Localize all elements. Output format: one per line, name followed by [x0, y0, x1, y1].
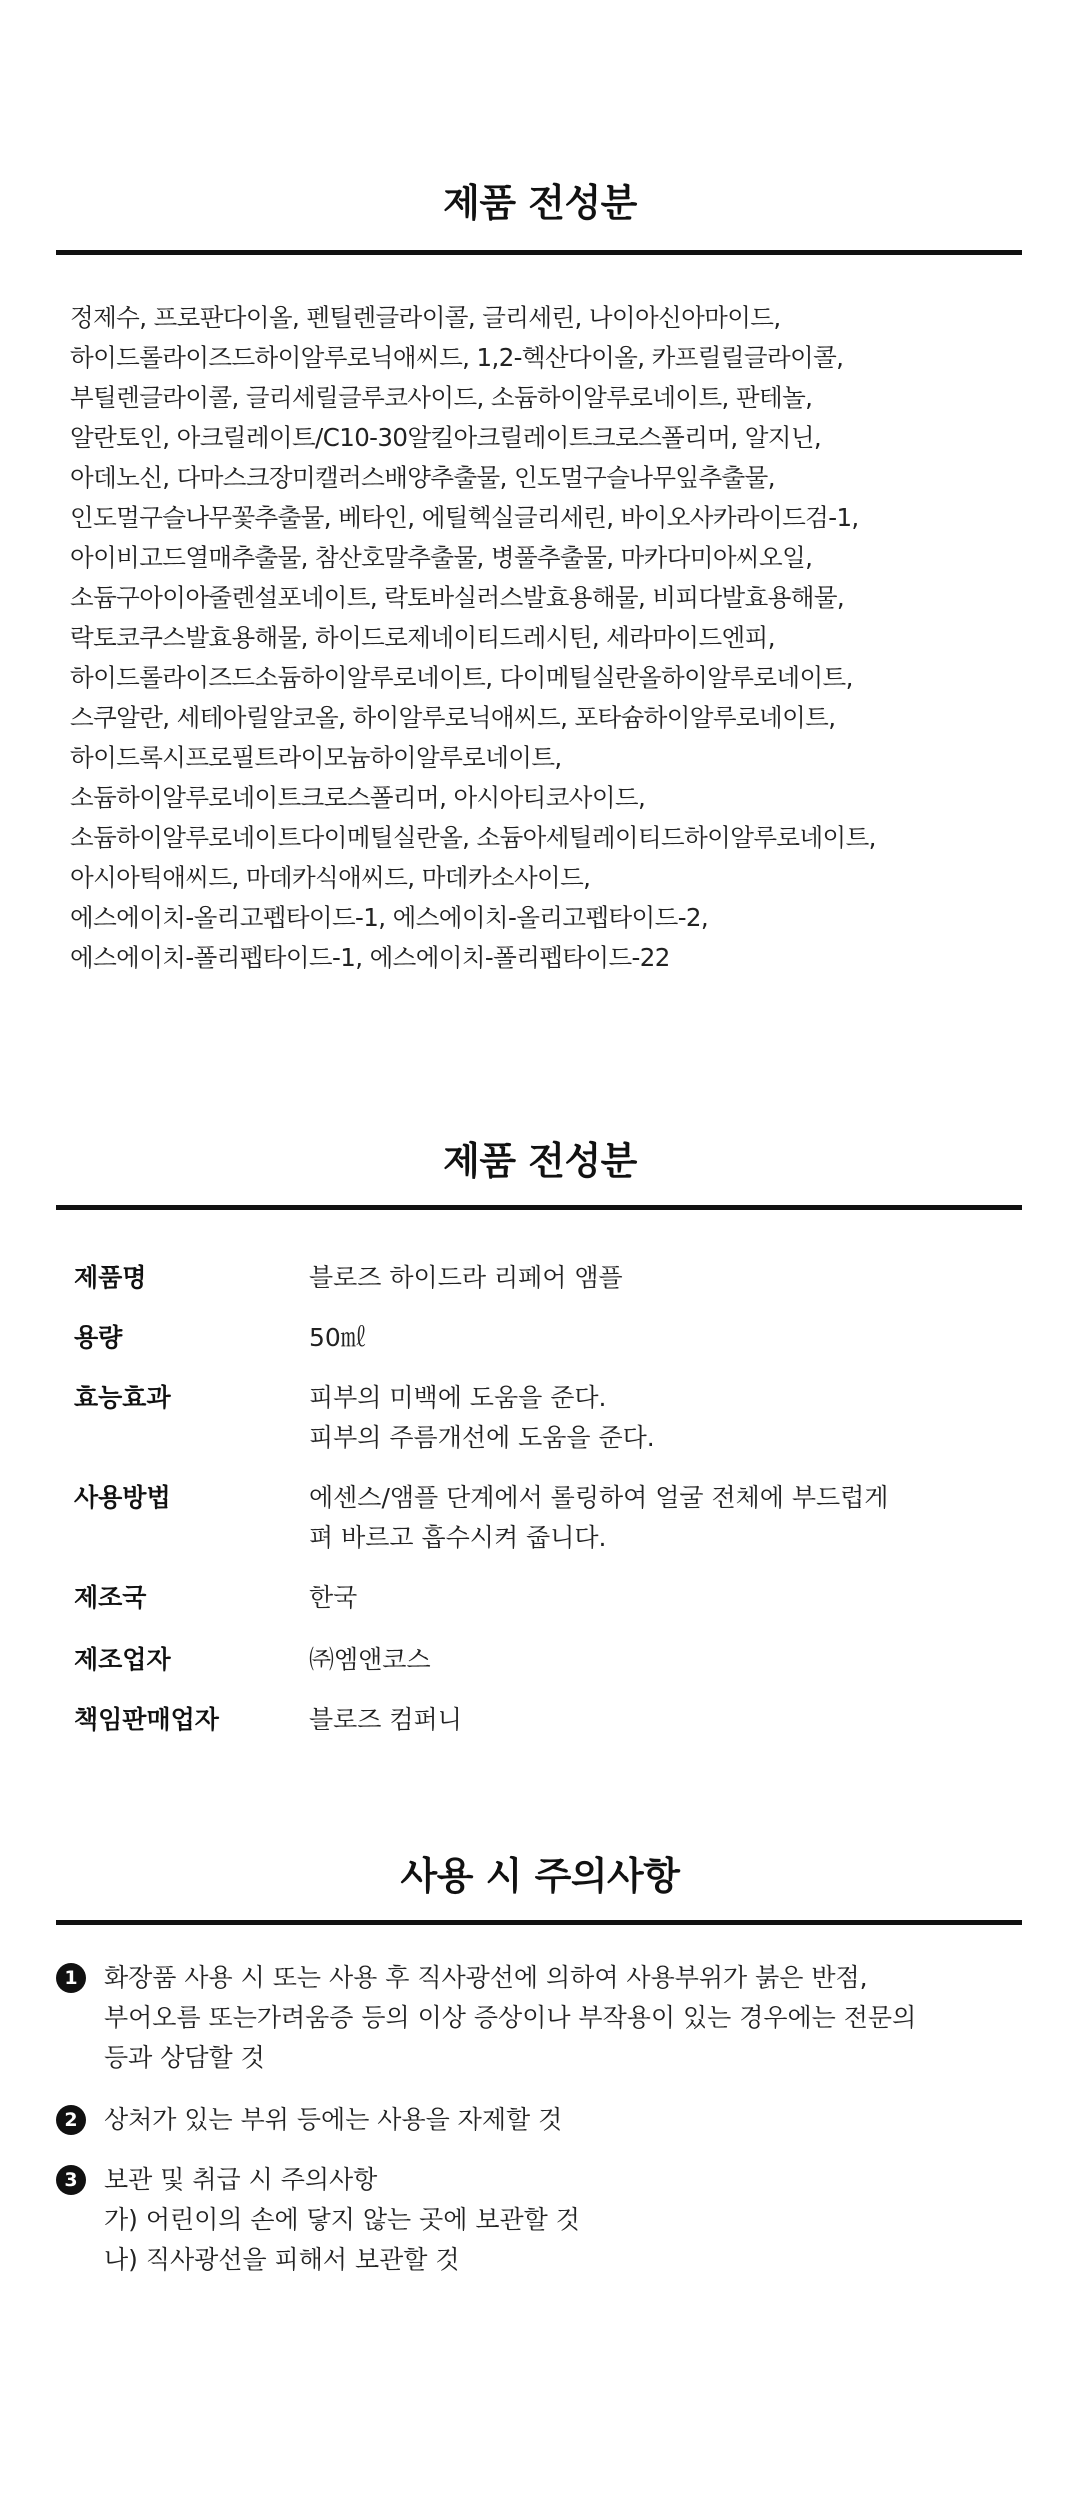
ingredients-line: 하이드록시프로필트라이모늄하이알루로네이트, — [70, 743, 562, 772]
ingredients-list — [70, 298, 1030, 978]
ingredients-line: 하이드롤라이즈드소듐하이알루로네이트, 다이메틸실란올하이알루로네이트, — [70, 663, 853, 692]
info-value-line: 블로즈 하이드라 리페어 앰플 — [309, 1263, 623, 1292]
info-value — [309, 1258, 623, 1298]
info-label: 책임판매업자 — [74, 1705, 219, 1734]
info-value — [309, 1700, 462, 1740]
info-value-line: 한국 — [309, 1583, 358, 1612]
info-label: 효능효과 — [74, 1383, 171, 1412]
caution-line: 나) 직사광선을 피해서 보관할 것 — [104, 2245, 460, 2274]
ingredients-line: 소듐구아이아줄렌설포네이트, 락토바실러스발효용해물, 비피다발효용해물, — [70, 583, 845, 612]
caution-line: 등과 상담할 것 — [104, 2043, 265, 2072]
ingredients-line: 아데노신, 다마스크장미캘러스배양추출물, 인도멀구슬나무잎추출물, — [70, 463, 775, 492]
number-badge-icon: 1 — [56, 1963, 86, 1993]
ingredients-line: 인도멀구슬나무꽃추출물, 베타인, 에틸헥실글리세린, 바이오사카라이드검-1, — [70, 503, 859, 532]
ingredients-line: 하이드롤라이즈드하이알루로닉애씨드, 1,2-헥산다이올, 카프릴릴글라이콜, — [70, 343, 844, 372]
number-badge-icon: 2 — [56, 2105, 86, 2135]
caution-line: 화장품 사용 시 또는 사용 후 직사광선에 의하여 사용부위가 붉은 반점, — [104, 1963, 868, 1992]
info-label: 제조업자 — [74, 1645, 171, 1674]
info-value-line: 블로즈 컴퍼니 — [309, 1705, 462, 1734]
info-value-line: 펴 바르고 흡수시켜 줍니다. — [309, 1523, 607, 1552]
info-value-line: 50㎖ — [309, 1323, 366, 1352]
number-badge-icon: 3 — [56, 2165, 86, 2195]
info-value-line: 피부의 미백에 도움을 준다. — [309, 1383, 607, 1412]
info-value-line: 에센스/앰플 단계에서 롤링하여 얼굴 전체에 부드럽게 — [309, 1483, 889, 1512]
info-value — [309, 1318, 366, 1358]
caution-line: 상처가 있는 부위 등에는 사용을 자제할 것 — [104, 2105, 563, 2134]
info-value-line: 피부의 주름개선에 도움을 준다. — [309, 1423, 655, 1452]
ingredients-title: 제품 전성분 — [443, 181, 637, 225]
cautions-divider — [56, 1920, 1022, 1925]
info-value — [309, 1378, 655, 1458]
ingredients-line: 아이비고드열매추출물, 참산호말추출물, 병풀추출물, 마카다미아씨오일, — [70, 543, 813, 572]
product-info-title: 제품 전성분 — [443, 1139, 637, 1183]
caution-line: 보관 및 취급 시 주의사항 — [104, 2165, 378, 2194]
ingredients-divider — [56, 250, 1022, 255]
info-label: 용량 — [74, 1323, 123, 1352]
ingredients-line: 아시아틱애씨드, 마데카식애씨드, 마데카소사이드, — [70, 863, 591, 892]
caution-text — [104, 2160, 580, 2280]
ingredients-line: 락토코쿠스발효용해물, 하이드로제네이티드레시틴, 세라마이드엔피, — [70, 623, 775, 652]
info-value — [309, 1640, 431, 1680]
ingredients-line: 에스에이치-폴리펩타이드-1, 에스에이치-폴리펩타이드-22 — [70, 943, 670, 972]
info-value-line: ㈜엠앤코스 — [309, 1645, 431, 1674]
info-value — [309, 1578, 357, 1618]
product-info-divider — [56, 1205, 1022, 1210]
ingredients-line: 소듐하이알루로네이트크로스폴리머, 아시아티코사이드, — [70, 783, 646, 812]
caution-text — [104, 2100, 562, 2140]
cautions-title: 사용 시 주의사항 — [400, 1854, 680, 1898]
caution-line: 부어오름 또는가려움증 등의 이상 증상이나 부작용이 있는 경우에는 전문의 — [104, 2003, 917, 2032]
ingredients-line: 알란토인, 아크릴레이트/C10-30알킬아크릴레이트크로스폴리머, 알지닌, — [70, 423, 822, 452]
caution-line: 가) 어린이의 손에 닿지 않는 곳에 보관할 것 — [104, 2205, 580, 2234]
ingredients-line: 에스에이치-올리고펩타이드-1, 에스에이치-올리고펩타이드-2, — [70, 903, 709, 932]
info-label: 사용방법 — [74, 1483, 171, 1512]
ingredients-line: 정제수, 프로판다이올, 펜틸렌글라이콜, 글리세린, 나이아신아마이드, — [70, 303, 781, 332]
info-label: 제품명 — [74, 1263, 147, 1292]
ingredients-line: 스쿠알란, 세테아릴알코올, 하이알루로닉애씨드, 포타슘하이알루로네이트, — [70, 703, 836, 732]
info-label: 제조국 — [74, 1583, 147, 1612]
caution-text — [104, 1958, 916, 2078]
ingredients-line: 소듐하이알루로네이트다이메틸실란올, 소듐아세틸레이티드하이알루로네이트, — [70, 823, 876, 852]
ingredients-line: 부틸렌글라이콜, 글리세릴글루코사이드, 소듐하이알루로네이트, 판테놀, — [70, 383, 813, 412]
info-value — [309, 1478, 888, 1558]
